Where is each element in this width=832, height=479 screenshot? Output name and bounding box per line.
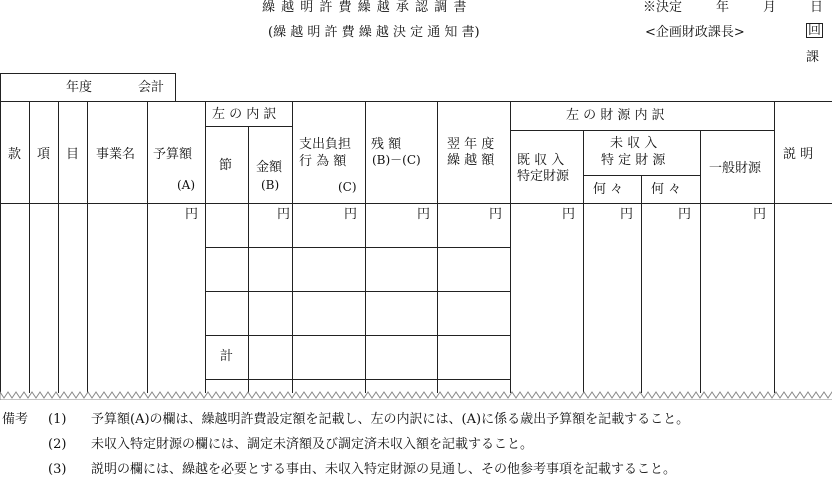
col-kan: 款: [8, 147, 22, 162]
unit-carry: 円: [489, 207, 503, 222]
col-line-3: [87, 101, 88, 393]
decision-note: ※決定: [643, 0, 683, 15]
col-line-1: [29, 101, 30, 393]
col-line-12: [641, 175, 642, 393]
fiscal-year-label: 年度: [66, 80, 93, 95]
unit-what-1: 円: [620, 207, 634, 222]
col-unreceived-line1: 未 収 入: [610, 136, 658, 151]
col-line-2: [58, 101, 59, 393]
col-received-line2: 特定財源: [517, 169, 570, 184]
document-subtitle: (繰 越 明 許 費 繰 越 決 定 通 知 書): [268, 25, 480, 40]
col-line-8: [365, 101, 366, 393]
notes-label: 備考: [2, 412, 29, 427]
note-2-num: (2): [48, 437, 67, 452]
fiscal-box-right: [175, 73, 176, 101]
setsu-total-label: 計: [220, 349, 234, 364]
row-line-1: [205, 247, 510, 248]
tear-edge: [0, 390, 832, 400]
section-char: 課: [806, 50, 820, 65]
col-unreceived-line2: 特 定 財 源: [601, 153, 666, 168]
col-budget: 予算額: [153, 147, 193, 162]
unit-expense: 円: [344, 207, 358, 222]
col-funding: 左 の 財 源 内 訳: [566, 108, 665, 123]
col-kou: 項: [37, 147, 51, 162]
col-received-line1: 既 収 入: [517, 153, 565, 168]
col-general: 一般財源: [709, 161, 762, 176]
col-line-9: [437, 101, 438, 393]
col-expense-line2: 行 為 額: [299, 154, 347, 169]
col-expense-mark: (C): [338, 180, 357, 194]
col-amount-mark: (B): [261, 178, 280, 192]
col-line-10: [510, 101, 511, 393]
fiscal-box-top: [0, 73, 175, 74]
col-line-5: [205, 101, 206, 393]
col-budget-mark: (A): [177, 178, 196, 192]
col-carry-line2: 繰 越 額: [447, 153, 495, 168]
department-label: <企画財政課長>: [645, 25, 745, 40]
note-3-num: (3): [48, 462, 67, 477]
col-balance: 残 額: [371, 137, 402, 152]
col-expense-line1: 支出負担: [299, 137, 352, 152]
unit-balance: 円: [417, 207, 431, 222]
col-balance-formula: (B)－(C): [372, 153, 421, 167]
row-line-4: [205, 379, 510, 380]
col-amount: 金額: [256, 160, 283, 175]
col-line-7: [292, 101, 293, 393]
col-explanation: 説 明: [783, 147, 814, 162]
seal-mark: 回: [808, 23, 822, 38]
col-project-name: 事業名: [96, 147, 136, 162]
unit-what-2: 円: [678, 207, 692, 222]
day-label: 日: [810, 0, 824, 15]
unit-received: 円: [562, 207, 576, 222]
unit-general: 円: [753, 207, 767, 222]
col-line-11: [583, 130, 584, 393]
col-line-13: [700, 130, 701, 393]
col-setsu: 節: [219, 158, 233, 173]
row-line-2: [205, 291, 510, 292]
fiscal-account-label: 会計: [138, 80, 165, 95]
col-line-14: [774, 101, 775, 393]
unit-amount: 円: [277, 207, 291, 222]
row-line-3: [205, 335, 510, 336]
note-3-text: 説明の欄には、繰越を必要とする事由、未収入特定財源の見通し、その他参考事項を記載すること。: [91, 462, 677, 477]
note-1-text: 予算額(A)の欄は、繰越明許費設定額を記載し、左の内訳には、(A)に係る歳出予算額を記載すること。: [91, 412, 690, 427]
col-carry-line1: 翌 年 度: [447, 137, 495, 152]
document-title: 繰 越 明 許 費 繰 越 承 認 調 書: [262, 0, 468, 15]
col-what-1: 何 々: [593, 182, 624, 197]
note-2-text: 未収入特定財源の欄には、調定未済額及び調定済未収入額を記載すること。: [91, 437, 534, 452]
funding-header-line: [510, 130, 774, 131]
unit-budget: 円: [185, 207, 199, 222]
col-line-4: [147, 101, 148, 393]
col-line-0: [0, 73, 1, 393]
month-label: 月: [763, 0, 777, 15]
header-bottom-line: [0, 203, 832, 204]
col-breakdown: 左 の 内 訳: [212, 107, 277, 122]
year-label: 年: [716, 0, 730, 15]
note-1-num: (1): [48, 412, 67, 427]
col-what-2: 何 々: [651, 182, 682, 197]
col-line-6: [248, 126, 249, 393]
table-top-line: [0, 101, 832, 102]
col-moku: 目: [66, 147, 80, 162]
